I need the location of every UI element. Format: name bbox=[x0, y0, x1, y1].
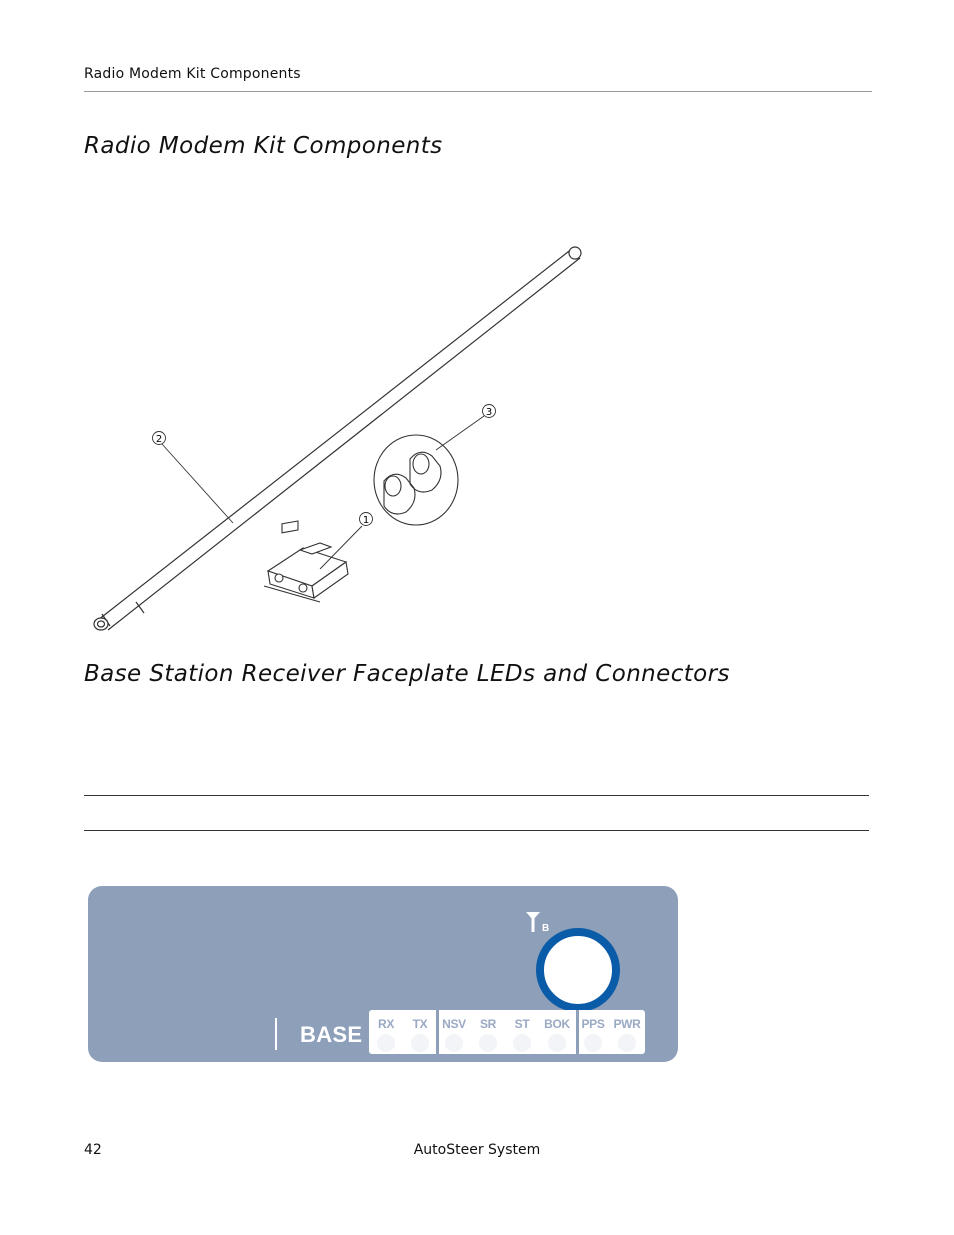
base-station-faceplate bbox=[88, 886, 678, 1062]
led-indicator bbox=[618, 1034, 636, 1052]
led-label-sr: SR bbox=[479, 1017, 497, 1031]
led-indicator bbox=[548, 1034, 566, 1052]
footer-title: AutoSteer System bbox=[413, 1142, 541, 1158]
callout-1: 1 bbox=[362, 515, 370, 526]
led-tx bbox=[403, 1010, 437, 1054]
led-label-pwr: PWR bbox=[613, 1017, 641, 1031]
led-label-pps: PPS bbox=[581, 1017, 605, 1031]
led-label-st: ST bbox=[514, 1017, 530, 1031]
led-rx bbox=[369, 1010, 403, 1054]
led-label-tx: TX bbox=[412, 1017, 428, 1031]
callout-3: 3 bbox=[485, 407, 493, 418]
callout-2: 2 bbox=[155, 434, 163, 445]
radio-modem-unit bbox=[264, 521, 348, 602]
led-indicator bbox=[445, 1034, 463, 1052]
radio-modem-kit-illustration bbox=[88, 236, 593, 636]
led-st bbox=[505, 1010, 539, 1054]
table-rule-top bbox=[84, 795, 869, 796]
led-indicator bbox=[411, 1034, 429, 1052]
led-indicator bbox=[377, 1034, 395, 1052]
led-indicator bbox=[513, 1034, 531, 1052]
led-pps bbox=[576, 1010, 610, 1054]
header-rule bbox=[84, 91, 872, 92]
led-panel bbox=[369, 1010, 645, 1054]
led-pwr bbox=[610, 1010, 644, 1054]
led-nsv bbox=[437, 1010, 471, 1054]
label-divider bbox=[275, 1018, 277, 1050]
antenna-connector-icon[interactable] bbox=[534, 926, 622, 1014]
led-label-rx: RX bbox=[377, 1017, 395, 1031]
led-indicator bbox=[479, 1034, 497, 1052]
led-label-nsv: NSV bbox=[442, 1017, 466, 1031]
running-header: Radio Modem Kit Components bbox=[84, 66, 301, 82]
section-heading-faceplate: Base Station Receiver Faceplate LEDs and Connectors bbox=[84, 661, 730, 687]
led-sr bbox=[471, 1010, 505, 1054]
page-number: 42 bbox=[84, 1142, 102, 1158]
led-indicator bbox=[584, 1034, 602, 1052]
led-label-bok: BOK bbox=[544, 1017, 570, 1031]
table-rule-bottom bbox=[84, 830, 869, 831]
section-heading-kit-components: Radio Modem Kit Components bbox=[84, 133, 443, 159]
svg-text:B: B bbox=[542, 923, 550, 934]
led-bok bbox=[540, 1010, 574, 1054]
base-label: BASE bbox=[300, 1022, 363, 1047]
mounting-clamps bbox=[374, 435, 458, 525]
